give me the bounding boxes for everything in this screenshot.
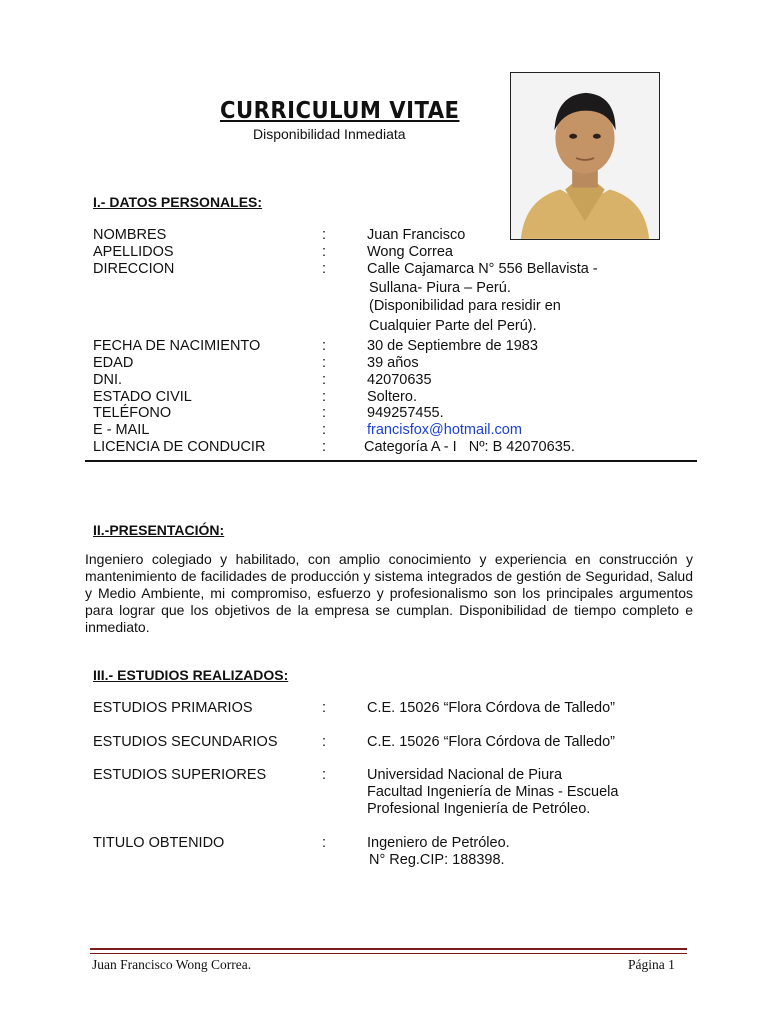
footer-page-number: Página 1 (628, 957, 675, 972)
value-titulo-line: Ingeniero de Petróleo. (367, 835, 510, 851)
separator-colon: : (322, 261, 327, 277)
separator-colon: : (322, 405, 327, 421)
portrait-photo-icon (511, 73, 659, 239)
section-heading-datos-personales: I.- DATOS PERSONALES: (93, 194, 263, 210)
value-edad: 39 años (367, 355, 419, 371)
label-email: E - MAIL (93, 422, 150, 438)
label-apellidos: APELLIDOS (93, 244, 174, 260)
label-dni: DNI. (93, 372, 122, 388)
value-fecha-nacimiento: 30 de Septiembre de 1983 (367, 338, 538, 354)
value-nombres: Juan Francisco (367, 227, 466, 243)
portrait-photo (510, 72, 660, 240)
footer-rule (90, 953, 687, 954)
value-telefono: 949257455. (367, 405, 444, 421)
separator-colon: : (322, 338, 327, 354)
separator-colon: : (322, 700, 327, 716)
value-estudios-secundarios: C.E. 15026 “Flora Córdova de Talledo” (367, 734, 615, 750)
separator-colon: : (322, 439, 327, 455)
footer-name: Juan Francisco Wong Correa. (92, 957, 252, 972)
footer-rule (90, 948, 687, 950)
label-nombres: NOMBRES (93, 227, 167, 243)
value-direccion-line: Calle Cajamarca N° 556 Bellavista - (367, 261, 598, 277)
label-telefono: TELÉFONO (93, 405, 172, 421)
email-link[interactable]: francisfox@hotmail.com (367, 422, 522, 438)
separator-colon: : (322, 244, 327, 260)
separator-colon: : (322, 355, 327, 371)
label-titulo-obtenido: TITULO OBTENIDO (93, 835, 225, 851)
value-dni: 42070635 (367, 372, 432, 388)
label-estudios-secundarios: ESTUDIOS SECUNDARIOS (93, 734, 278, 750)
label-licencia: LICENCIA DE CONDUCIR (93, 439, 266, 455)
separator-colon: : (322, 422, 327, 438)
label-estudios-superiores: ESTUDIOS SUPERIORES (93, 767, 267, 783)
document-title: CURRICULUM VITAE (220, 98, 460, 124)
label-direccion: DIRECCION (93, 261, 175, 277)
section-divider (85, 460, 697, 462)
value-estudios-primarios: C.E. 15026 “Flora Córdova de Talledo” (367, 700, 615, 716)
presentacion-paragraph: Ingeniero colegiado y habilitado, con amplio conocimiento y experiencia en construcción y mantenimiento de facilidades de producción y sistema integrados de gestión de Seguridad, Salud y Medio Ambiente, mi compromiso, esfuerzo y profesionalismo son los principales argumentos para lograr que los objetivos de la empresa se cumplan. Disponibilidad de tiempo completo e inmediato. (85, 551, 693, 635)
value-direccion-line: Sullana- Piura – Perú. (369, 280, 511, 296)
value-apellidos: Wong Correa (367, 244, 453, 260)
separator-colon: : (322, 767, 327, 783)
separator-colon: : (322, 227, 327, 243)
separator-colon: : (322, 835, 327, 851)
label-fecha-nacimiento: FECHA DE NACIMIENTO (93, 338, 261, 354)
document-subtitle: Disponibilidad Inmediata (253, 126, 406, 142)
value-titulo-line: N° Reg.CIP: 188398. (369, 852, 505, 868)
value-direccion-line: Cualquier Parte del Perú). (369, 318, 537, 334)
label-estado-civil: ESTADO CIVIL (93, 389, 192, 405)
value-estudios-superiores-line: Universidad Nacional de Piura (367, 767, 563, 783)
value-direccion-line: (Disponibilidad para residir en (369, 298, 561, 314)
label-edad: EDAD (93, 355, 134, 371)
value-estudios-superiores-line: Facultad Ingeniería de Minas - Escuela (367, 784, 619, 800)
value-licencia: Categoría A - I Nº: B 42070635. (364, 439, 575, 455)
section-heading-presentacion: II.-PRESENTACIÓN: (93, 522, 225, 538)
value-estado-civil: Soltero. (367, 389, 417, 405)
separator-colon: : (322, 372, 327, 388)
separator-colon: : (322, 389, 327, 405)
separator-colon: : (322, 734, 327, 750)
section-heading-estudios: III.- ESTUDIOS REALIZADOS: (93, 667, 289, 683)
value-estudios-superiores-line: Profesional Ingeniería de Petróleo. (367, 801, 591, 817)
label-estudios-primarios: ESTUDIOS PRIMARIOS (93, 700, 253, 716)
